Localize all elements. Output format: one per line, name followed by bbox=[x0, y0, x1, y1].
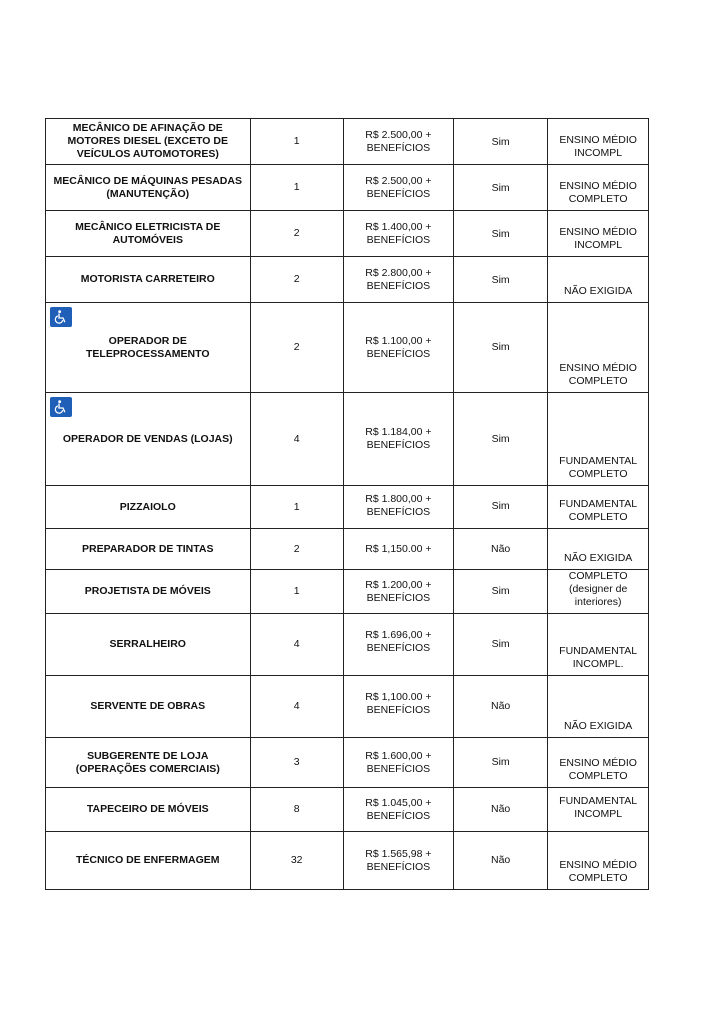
education-cell: ENSINO MÉDIO COMPLETO bbox=[548, 832, 649, 890]
role-name: MECÂNICO DE AFINAÇÃO DE MOTORES DIESEL (EXCETO DE VEÍCULOS AUTOMOTORES) bbox=[67, 122, 228, 160]
salary-value: R$ 1.200,00 + BENEFÍCIOS bbox=[365, 578, 432, 604]
quantity-cell: 1 bbox=[250, 119, 343, 165]
table-row bbox=[46, 738, 649, 788]
table-row bbox=[46, 832, 649, 890]
role-cell bbox=[46, 119, 251, 165]
table-row bbox=[46, 570, 649, 614]
quantity-cell: 2 bbox=[250, 529, 343, 570]
salary-cell bbox=[343, 165, 453, 211]
quantity-cell: 32 bbox=[250, 832, 343, 890]
experience-value: Sim bbox=[491, 136, 510, 148]
experience-value: Sim bbox=[491, 756, 510, 768]
role-cell bbox=[46, 257, 251, 303]
salary-value: R$ 1,100.00 + BENEFÍCIOS bbox=[365, 691, 432, 716]
experience-cell bbox=[453, 303, 547, 393]
role-cell bbox=[46, 486, 251, 529]
experience-value: Sim bbox=[491, 585, 510, 597]
experience-cell bbox=[453, 832, 547, 890]
experience-cell bbox=[453, 119, 547, 165]
role-name: SERVENTE DE OBRAS bbox=[90, 700, 206, 712]
salary-cell bbox=[343, 257, 453, 303]
experience-value: Não bbox=[491, 542, 511, 555]
salary-value: R$ 1.184,00 + BENEFÍCIOS bbox=[365, 426, 432, 451]
experience-value: Sim bbox=[491, 432, 510, 445]
table-row bbox=[46, 211, 649, 257]
role-name: SUBGERENTE DE LOJA (OPERAÇÕES COMERCIAIS) bbox=[75, 749, 220, 775]
role-name: PIZZAIOLO bbox=[119, 500, 176, 513]
education-cell: FUNDAMENTAL COMPLETO bbox=[548, 486, 649, 529]
role-cell bbox=[46, 165, 251, 211]
job-vacancies-table bbox=[45, 118, 649, 890]
quantity-cell: 1 bbox=[250, 165, 343, 211]
salary-value: R$ 1.400,00 + BENEFÍCIOS bbox=[365, 221, 432, 246]
education-cell: ENSINO MÉDIO COMPLETO bbox=[548, 165, 649, 211]
role-cell bbox=[46, 303, 251, 393]
role-cell bbox=[46, 393, 251, 486]
experience-cell bbox=[453, 614, 547, 676]
salary-cell bbox=[343, 788, 453, 832]
salary-cell bbox=[343, 303, 453, 393]
quantity-cell: 1 bbox=[250, 486, 343, 529]
salary-value: R$ 1.696,00 + BENEFÍCIOS bbox=[365, 629, 432, 654]
salary-value: R$ 2.800,00 + BENEFÍCIOS bbox=[365, 267, 432, 292]
role-name: OPERADOR DE VENDAS (LOJAS) bbox=[62, 432, 233, 445]
job-table-body bbox=[46, 119, 649, 890]
role-cell bbox=[46, 676, 251, 738]
education-cell: NÃO EXIGIDA bbox=[548, 529, 649, 570]
table-row bbox=[46, 119, 649, 165]
role-name: TAPECEIRO DE MÓVEIS bbox=[86, 803, 209, 815]
role-name: PROJETISTA DE MÓVEIS bbox=[84, 585, 211, 597]
salary-cell bbox=[343, 529, 453, 570]
salary-value: R$ 2.500,00 + BENEFÍCIOS bbox=[365, 175, 432, 200]
salary-cell bbox=[343, 486, 453, 529]
role-name: OPERADOR DE TELEPROCESSAMENTO bbox=[86, 334, 210, 360]
experience-cell bbox=[453, 486, 547, 529]
salary-value: R$ 1.600,00 + BENEFÍCIOS bbox=[365, 749, 432, 775]
experience-cell bbox=[453, 788, 547, 832]
table-row bbox=[46, 486, 649, 529]
table-row bbox=[46, 788, 649, 832]
experience-value: Não bbox=[491, 700, 511, 712]
salary-value: R$ 1.800,00 + BENEFÍCIOS bbox=[365, 493, 432, 518]
education-cell: NÃO EXIGIDA bbox=[548, 676, 649, 738]
salary-cell bbox=[343, 393, 453, 486]
role-cell bbox=[46, 788, 251, 832]
role-name: MOTORISTA CARRETEIRO bbox=[80, 273, 215, 285]
education-cell: FUNDAMENTAL COMPLETO bbox=[548, 393, 649, 486]
experience-value: Sim bbox=[491, 500, 510, 512]
role-cell bbox=[46, 211, 251, 257]
quantity-cell: 4 bbox=[250, 676, 343, 738]
education-cell: NÃO EXIGIDA bbox=[548, 257, 649, 303]
education-cell: COMPLETO (designer de interiores) bbox=[548, 570, 649, 614]
experience-value: Sim bbox=[491, 274, 510, 286]
quantity-cell: 4 bbox=[250, 614, 343, 676]
table-row bbox=[46, 393, 649, 486]
salary-cell bbox=[343, 614, 453, 676]
experience-value: Sim bbox=[491, 341, 510, 353]
education-cell: ENSINO MÉDIO INCOMPL bbox=[548, 211, 649, 257]
role-name: MECÂNICO ELETRICISTA DE AUTOMÓVEIS bbox=[75, 220, 221, 246]
role-name: SERRALHEIRO bbox=[109, 638, 186, 650]
salary-cell bbox=[343, 738, 453, 788]
salary-value: R$ 1.100,00 + BENEFÍCIOS bbox=[365, 334, 432, 360]
experience-cell bbox=[453, 165, 547, 211]
salary-cell bbox=[343, 832, 453, 890]
salary-cell bbox=[343, 119, 453, 165]
experience-cell bbox=[453, 676, 547, 738]
education-cell: FUNDAMENTAL INCOMPL. bbox=[548, 614, 649, 676]
table-row bbox=[46, 614, 649, 676]
quantity-cell: 3 bbox=[250, 738, 343, 788]
wheelchair-accessibility-icon bbox=[50, 397, 72, 417]
education-cell: ENSINO MÉDIO COMPLETO bbox=[548, 303, 649, 393]
table-row bbox=[46, 257, 649, 303]
role-cell bbox=[46, 529, 251, 570]
quantity-cell: 4 bbox=[250, 393, 343, 486]
salary-cell bbox=[343, 676, 453, 738]
experience-cell bbox=[453, 738, 547, 788]
role-cell bbox=[46, 832, 251, 890]
experience-value: Sim bbox=[491, 182, 510, 194]
role-cell bbox=[46, 614, 251, 676]
role-cell bbox=[46, 738, 251, 788]
salary-value: R$ 1,150.00 + bbox=[365, 542, 432, 555]
role-name: TÉCNICO DE ENFERMAGEM bbox=[76, 854, 220, 866]
quantity-cell: 2 bbox=[250, 303, 343, 393]
role-name: MECÂNICO DE MÁQUINAS PESADAS (MANUTENÇÃO) bbox=[53, 174, 242, 200]
quantity-cell: 8 bbox=[250, 788, 343, 832]
salary-value: R$ 1.045,00 + BENEFÍCIOS bbox=[365, 796, 432, 822]
experience-value: Não bbox=[491, 803, 511, 815]
salary-value: R$ 1.565,98 + BENEFÍCIOS bbox=[365, 847, 432, 873]
experience-cell bbox=[453, 257, 547, 303]
experience-value: Sim bbox=[491, 228, 510, 240]
wheelchair-accessibility-icon bbox=[50, 307, 72, 327]
quantity-cell: 2 bbox=[250, 257, 343, 303]
experience-value: Sim bbox=[491, 638, 510, 650]
role-name: PREPARADOR DE TINTAS bbox=[82, 542, 214, 555]
experience-cell bbox=[453, 529, 547, 570]
education-cell: ENSINO MÉDIO COMPLETO bbox=[548, 738, 649, 788]
experience-cell bbox=[453, 570, 547, 614]
experience-value: Não bbox=[491, 854, 511, 866]
experience-cell bbox=[453, 393, 547, 486]
experience-cell bbox=[453, 211, 547, 257]
salary-value: R$ 2.500,00 + BENEFÍCIOS bbox=[365, 129, 432, 154]
salary-cell bbox=[343, 211, 453, 257]
table-row bbox=[46, 529, 649, 570]
education-cell: ENSINO MÉDIO INCOMPL bbox=[548, 119, 649, 165]
table-row bbox=[46, 676, 649, 738]
education-cell: FUNDAMENTAL INCOMPL bbox=[548, 788, 649, 832]
table-row bbox=[46, 165, 649, 211]
table-row bbox=[46, 303, 649, 393]
salary-cell bbox=[343, 570, 453, 614]
quantity-cell: 1 bbox=[250, 570, 343, 614]
quantity-cell: 2 bbox=[250, 211, 343, 257]
role-cell bbox=[46, 570, 251, 614]
